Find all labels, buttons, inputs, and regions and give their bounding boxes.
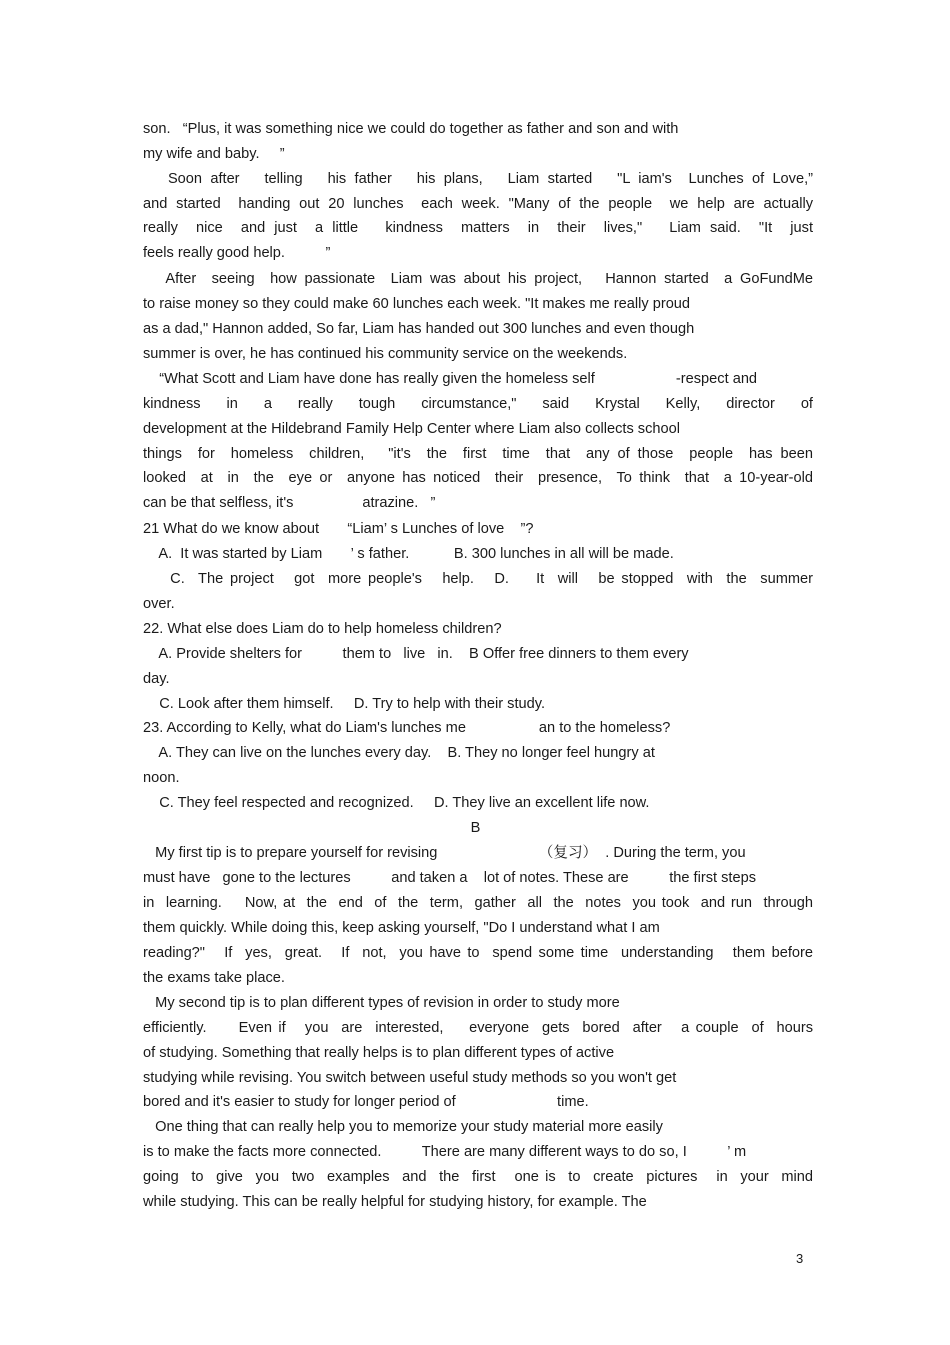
text-line: is to make the facts more connected. There are many different ways to do so, I ’ m: [143, 1144, 747, 1160]
question-22: 22. What else does Liam do to help homeless children?: [143, 621, 502, 637]
page-number: 3: [796, 1251, 804, 1266]
text-line: One thing that can really help you to memorize your study material more easily: [143, 1119, 663, 1135]
question-21: 21 What do we know about “Liam’ s Lunches of love ”?: [143, 521, 534, 537]
text-line: things for homeless children, "it's the first time that any of those people has been: [143, 446, 813, 462]
text-line: My first tip is to prepare yourself for revising （复习） . During the term, you: [143, 845, 746, 861]
text-line: them quickly. While doing this, keep asking yourself, "Do I understand what I am: [143, 920, 660, 936]
text-line: son. “Plus, it was something nice we could do together as father and son and with: [143, 121, 679, 137]
text-line: studying while revising. You switch between useful study methods so you won't get: [143, 1070, 677, 1086]
option-line: C. They feel respected and recognized. D. They live an excellent life now.: [143, 795, 650, 811]
text-line: “What Scott and Liam have done has really given the homeless self -respect and: [143, 371, 758, 387]
option-line: A. They can live on the lunches every day. B. They no longer feel hungry at: [143, 745, 655, 761]
text-line: my wife and baby. ”: [143, 146, 285, 162]
option-line: A. Provide shelters for them to live in. B Offer free dinners to them every: [143, 646, 689, 662]
text-line: must have gone to the lectures and taken a lot of notes. These are the first steps: [143, 870, 756, 886]
text-line: feels really good help. ”: [143, 245, 331, 261]
question-23: 23. According to Kelly, what do Liam's lunches me an to the homeless?: [143, 720, 671, 736]
section-heading-b: B: [470, 820, 481, 836]
text-line: My second tip is to plan different types of revision in order to study more: [143, 995, 620, 1011]
option-line: C. Look after them himself. D. Try to help with their study.: [143, 696, 546, 712]
text-line: kindness in a really tough circumstance," said Krystal Kelly, director of: [143, 396, 813, 412]
option-line: C. The project got more people's help. D. It will be stopped with the summer: [143, 571, 813, 587]
text-line: day.: [143, 671, 170, 687]
text-line: looked at in the eye or anyone has noticed their presence, To think that a 10-year-old: [143, 470, 813, 486]
text-line: to raise money so they could make 60 lunches each week. "It makes me really proud: [143, 296, 691, 312]
text-line: the exams take place.: [143, 970, 285, 986]
text-line: over.: [143, 596, 175, 612]
text-line: development at the Hildebrand Family Help Center where Liam also collects school: [143, 421, 680, 437]
text-line: bored and it's easier to study for longer period of time.: [143, 1094, 589, 1110]
text-line: and started handing out 20 lunches each week. "Many of the people we help are actually: [143, 196, 813, 212]
text-line: After seeing how passionate Liam was about his project, Hannon started a GoFundMe: [143, 271, 813, 287]
text-line: of studying. Something that really helps is to plan different types of active: [143, 1045, 615, 1061]
text-line: in learning. Now, at the end of the term, gather all the notes you took and run through: [143, 895, 813, 911]
text-line: while studying. This can be really helpful for studying history, for example. The: [143, 1194, 647, 1210]
text-line: reading?" If yes, great. If not, you have to spend some time understanding them before: [143, 945, 813, 961]
text-line: summer is over, he has continued his community service on the weekends.: [143, 346, 628, 362]
text-line: really nice and just a little kindness matters in their lives," Liam said. "It just: [143, 220, 813, 236]
text-line: as a dad," Hannon added, So far, Liam has handed out 300 lunches and even though: [143, 321, 695, 337]
text-line: can be that selfless, it's atrazine. ”: [143, 495, 436, 511]
option-line: A. It was started by Liam ’ s father. B. 300 lunches in all will be made.: [143, 546, 674, 562]
text-line: going to give you two examples and the first one is to create pictures in your mind: [143, 1169, 813, 1185]
text-line: noon.: [143, 770, 180, 786]
text-line: efficiently. Even if you are interested, everyone gets bored after a couple of hours: [143, 1020, 813, 1036]
text-line: Soon after telling his father his plans, Liam started "L iam's Lunches of Love,”: [143, 171, 813, 187]
